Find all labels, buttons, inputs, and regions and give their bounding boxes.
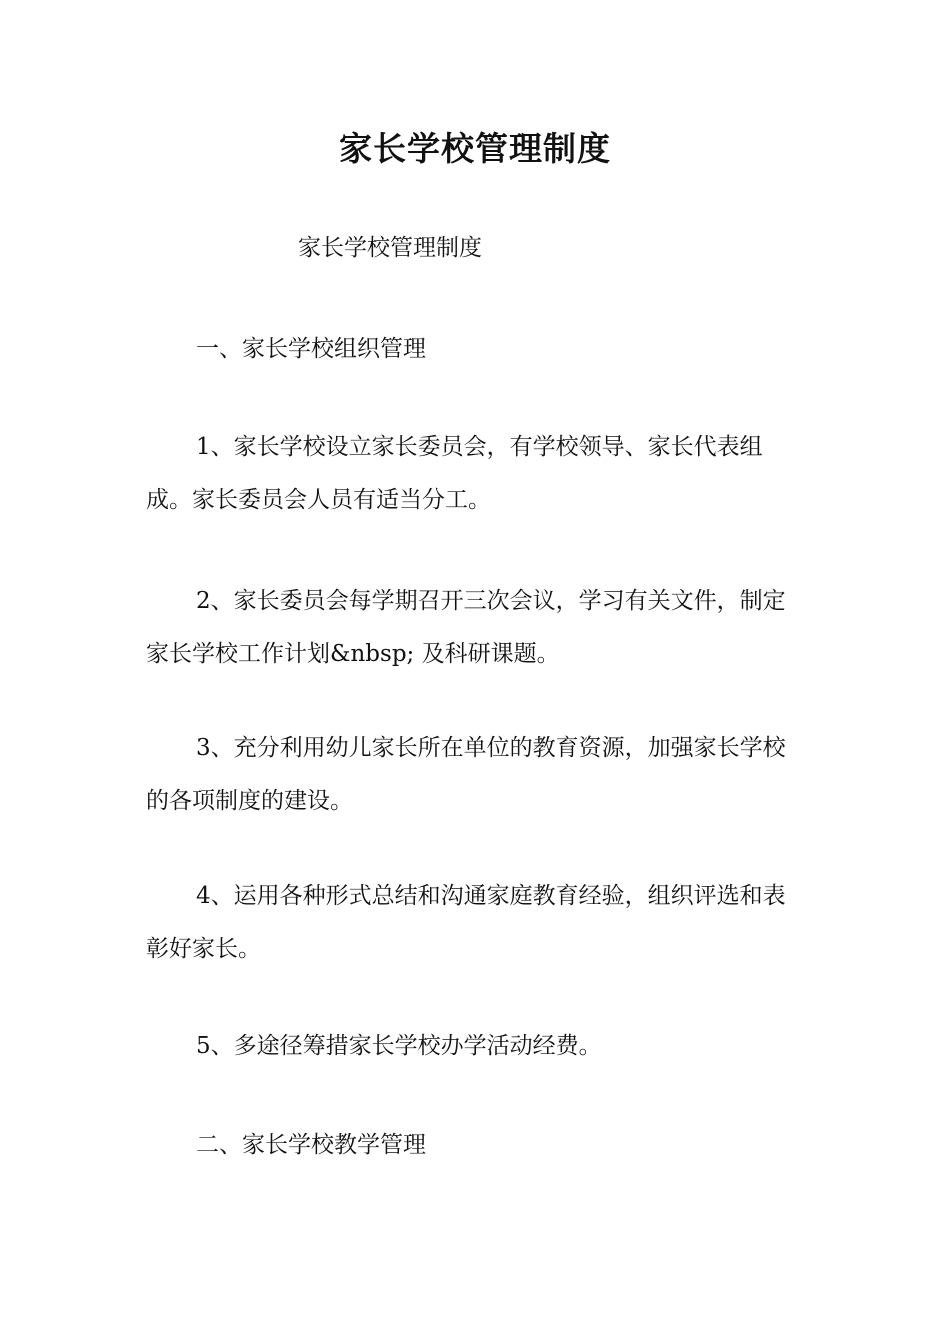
paragraph-item-2: 2、家长委员会每学期召开三次会议，学习有关文件，制定家长学校工作计划&nbsp; 及科研课题。 (146, 588, 786, 667)
paragraph-item-4: 4、运用各种形式总结和沟通家庭教育经验，组织评选和表彰好家长。 (146, 883, 786, 962)
paragraph-item-5: 5、多途径筹措家长学校办学活动经费。 (196, 1033, 602, 1059)
document-title: 家长学校管理制度 (339, 129, 611, 168)
paragraph-item-3: 3、充分利用幼儿家长所在单位的教育资源，加强家长学校的各项制度的建设。 (146, 735, 786, 814)
paragraph-item-1: 1、家长学校设立家长委员会，有学校领导、家长代表组成。家长委员会人员有适当分工。 (146, 434, 763, 513)
section-heading-organization: 一、家长学校组织管理 (196, 336, 426, 362)
section-heading-teaching: 二、家长学校教学管理 (196, 1132, 426, 1158)
document-subtitle: 家长学校管理制度 (298, 235, 482, 261)
